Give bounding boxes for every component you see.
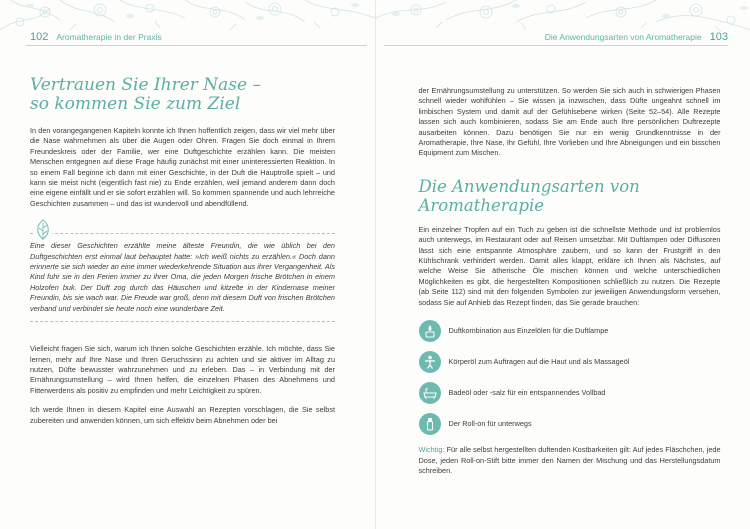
symbol-bath	[419, 382, 721, 404]
left-title-line-2: so kommen Sie zum Ziel	[30, 94, 241, 114]
left-page-number: 102	[30, 31, 49, 43]
right-page	[376, 0, 750, 529]
symbol-roll-on	[419, 413, 721, 435]
left-paragraph-1: In den vorangegangenen Kapiteln konnte ich Ihnen hoffentlich zeigen, dass wir viel mehr über die Nase wahrnehmen als über die Augen oder Ohren. Fragen Sie doch einmal in Ihrem Freundeskreis oder der Familie, wer eine Duftgeschichte erzählen kann. Die meisten Menschen entgegnen auf diese Frage häufig zunächst mit einer uninteressierten Reaktion. In so einem Fall beginne ich dann mit einer Geschichte, in der Duft die Hauptrolle spielt – und kann sie meist nicht (eigentlich fast nie) zu Ende erzählen, weil jemand anderem dann doch eine eigene einfällt und er sie sofort erzählen will. So kommen spannende und auch lehrreiche Geschichten zusammen – und das ist wundervoll und abendfüllend.	[30, 126, 335, 208]
right-running-head: Die Anwendungsarten von Aromatherapie	[544, 32, 702, 42]
right-running-header	[545, 31, 728, 43]
symbol-label: Der Roll-on für unterwegs	[448, 418, 532, 428]
left-paragraph-3: Ich werde Ihnen in diesem Kapitel eine Auswahl an Rezepten vorschlagen, die Sie selbst zubereiten und anwenden können, um sich effektiv beim Abnehmen oder bei	[30, 405, 335, 425]
quote-top-rule	[30, 233, 335, 234]
right-section-title: Die Anwendungsarten von Aromatherapie	[418, 176, 640, 215]
leaf-icon	[34, 219, 52, 241]
left-running-header	[30, 31, 162, 43]
symbol-label: Duftkombination aus Einzelölen für die Duftlampe	[448, 325, 609, 335]
right-paragraph-1: der Ernährungsumstellung zu unterstützen. So werden Sie sich auch in schwierigen Phasen schnell wieder wohlfühlen – Sie wissen ja inzwischen, dass Düfte ungeahnt schnell im limbischen System und damit auf der Gefühlsebene wirken (Seite 52–54). Alle Rezepte lassen sich auch kombinieren, sodass Sie am Ende auch Ihre persönlichen Duftrezepte ausarbeiten können. Dazu benötigen Sie nur ein wenig Grundkenntnisse in der Aromatherapie, Ihre Nase, Ihr Gefühl, Ihre Vorlieben und Ihre Abneigungen und ein bisschen Equipment zum Mischen.	[418, 86, 721, 158]
quote-box	[30, 219, 335, 322]
left-chapter-title	[30, 76, 335, 114]
body-icon	[419, 351, 441, 373]
important-label: Wichtig:	[418, 445, 445, 455]
symbol-label: Körperöl zum Auftragen auf die Haut und als Massageöl	[448, 356, 630, 366]
symbol-label: Badeöl oder -salz für ein entspannendes Vollbad	[448, 387, 606, 397]
bath-icon	[419, 382, 441, 404]
oil-lamp-icon	[419, 320, 441, 342]
right-content	[419, 86, 721, 485]
important-text: Für alle selbst hergestellten duftenden Kostbarkeiten gilt: Auf jedes Fläschchen, jede Dose, jeden Roll-on-Stift bitte immer den Namen der Mischung und das Herstellungsdatum schreiben.	[418, 445, 721, 475]
left-header-rule	[26, 45, 367, 46]
quote-bottom-rule	[30, 321, 335, 322]
right-header-rule	[384, 45, 729, 46]
right-paragraph-2: Ein einzelner Tropfen auf ein Tuch zu geben ist die schnellste Methode und ist problemlos auch unterwegs, im Restaurant oder auf Reisen umsetzbar. Mit Duftlampen oder Diffusoren lässt sich eine entspannte Atmosphäre zaubern, und so kann der Frustgriff in den Kühlschrank verhindert werden. Damit alles klappt, erkläre ich Ihnen als Nächstes, auf welche Weise Sie ätherische Öle mischen können und welche unterschiedlichen Möglichkeiten es gibt, die hergestellten Kompositionen schließlich zu nutzen. Die Rezepte (ab Seite 112) sind mit den folgenden Symbolen zur jeweiligen Anwendungsform versehen, sodass Sie auf Anhieb das Rezept finden, das Sie gerade brauchen:	[418, 224, 721, 307]
left-running-head: Aromatherapie in der Praxis	[56, 32, 162, 42]
left-title-line-1: Vertrauen Sie Ihrer Nase –	[30, 75, 261, 95]
left-paragraph-2: Vielleicht fragen Sie sich, warum ich Ihnen solche Geschichten erzähle. Ich möchte, dass Sie lernen, mehr auf Ihre Nase und Ihren Geruchssinn zu achten und sie aktiver im Alltag zu nutzen, Düfte bewusster wahrzunehmen und zu erleben. Das – in Verbindung mit der Ernährungsumstellung – wird Ihnen helfen, die einzelnen Phasen des Abnehmens und Fitterwerdens als positiv zu empfinden und mehr Leichtigkeit zu spüren.	[30, 344, 335, 395]
symbol-oil-lamp	[419, 320, 721, 342]
important-note	[419, 445, 721, 476]
quote-text: Eine dieser Geschichten erzählte meine älteste Freundin, die wie üblich bei den Duftgeschichten erst einmal laut behauptet hatte: »Ich weiß nichts zu erzählen.« Doch dann erinnerte sie sich wieder an eine immer wiederkehrende Situation aus ihrer Vergangenheit. Als Kind fuhr sie in den Ferien immer zu ihrer Oma, die jeden Morgen frische Brötchen in einem Holzofen buk. Der Duft zog durch das Häuschen und kitzelte in der Kindernase meiner Freundin, bis sie wach war. Die Freude war groß, denn mit diesem Duft von frischen Brötchen verband und verbindet sie heute noch eine wunderbare Zeit.	[30, 241, 335, 313]
left-content	[30, 76, 335, 435]
symbol-body-oil	[419, 351, 721, 373]
right-page-number: 103	[709, 31, 728, 43]
roll-on-icon	[419, 413, 441, 435]
